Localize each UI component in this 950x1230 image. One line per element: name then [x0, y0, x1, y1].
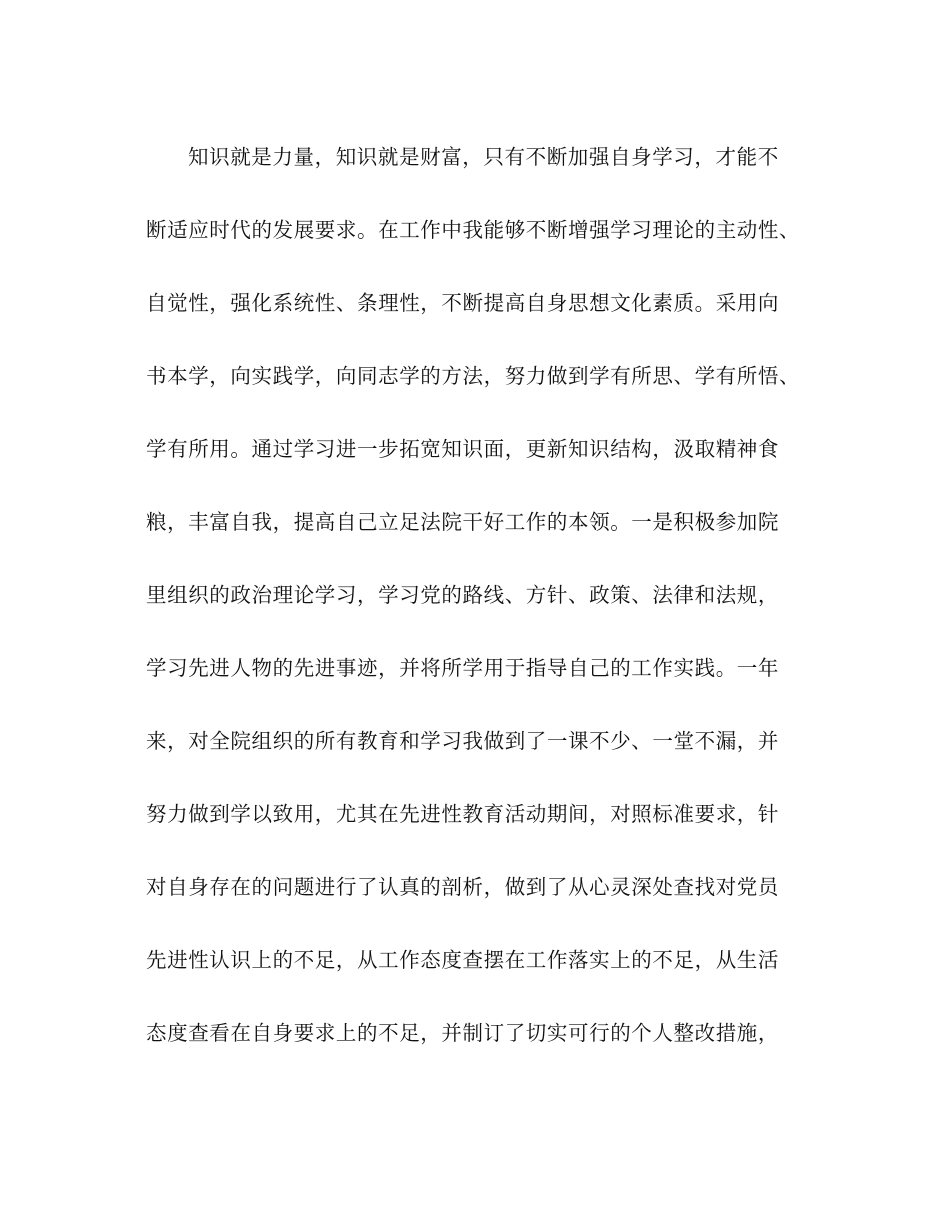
paragraph-line-4: 书本学，向实践学，向同志学的方法，努力做到学有所思、学有所悟、	[146, 364, 801, 388]
paragraph-line-7: 里组织的政治理论学习，学习党的路线、方针、政策、法律和法规，	[146, 583, 779, 607]
paragraph-line-3: 自觉性，强化系统性、条理性，不断提高自身思想文化素质。采用向	[146, 291, 779, 315]
paragraph-line-13: 态度查看在自身要求上的不足，并制订了切实可行的个人整改措施，	[146, 1021, 779, 1045]
paragraph-line-11: 对自身存在的问题进行了认真的剖析，做到了从心灵深处查找对党员	[146, 875, 779, 899]
paragraph-line-1: 知识就是力量，知识就是财富，只有不断加强自身学习，才能不	[188, 145, 779, 169]
paragraph-line-5: 学有所用。通过学习进一步拓宽知识面，更新知识结构，汲取精神食	[146, 437, 779, 461]
paragraph-line-6: 粮，丰富自我，提高自己立足法院干好工作的本领。一是积极参加院	[146, 510, 779, 534]
paragraph-line-12: 先进性认识上的不足，从工作态度查摆在工作落实上的不足，从生活	[146, 948, 779, 972]
paragraph-line-2: 断适应时代的发展要求。在工作中我能够不断增强学习理论的主动性、	[146, 218, 801, 242]
paragraph-line-8: 学习先进人物的先进事迹，并将所学用于指导自己的工作实践。一年	[146, 656, 779, 680]
paragraph-line-9: 来，对全院组织的所有教育和学习我做到了一课不少、一堂不漏，并	[146, 729, 779, 753]
paragraph-line-10: 努力做到学以致用，尤其在先进性教育活动期间，对照标准要求，针	[146, 802, 779, 826]
